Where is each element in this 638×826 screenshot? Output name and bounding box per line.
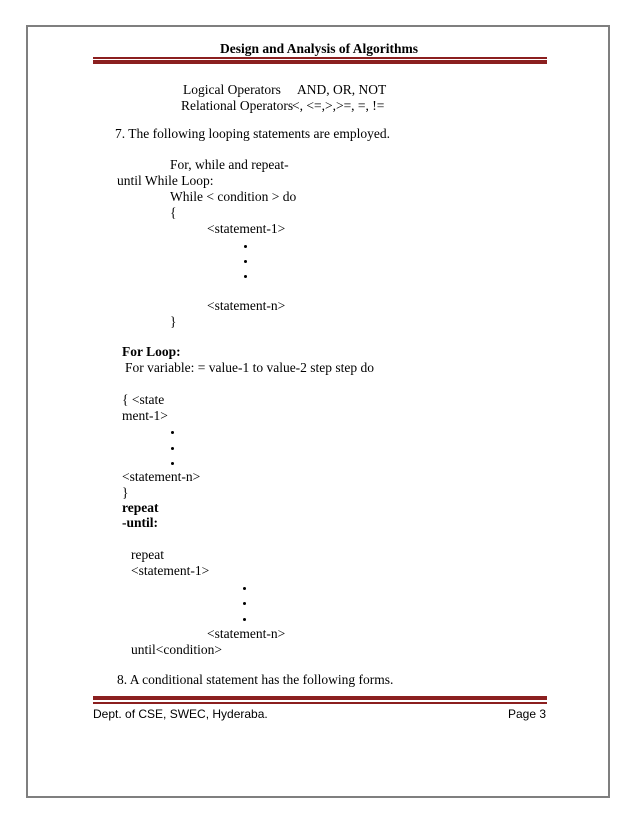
footer-page-number: Page 3 bbox=[508, 707, 547, 721]
for-brace-statement-line: { <state bbox=[122, 392, 165, 407]
statement-n-line: <statement-n> bbox=[207, 298, 286, 313]
statement-n-line: <statement-n> bbox=[207, 626, 286, 641]
repeat-heading: repeat bbox=[122, 500, 159, 515]
for-loop-heading: For Loop: bbox=[122, 344, 181, 359]
ellipsis-dot bbox=[171, 447, 174, 450]
header-rule-thick bbox=[93, 60, 547, 64]
footer-department: Dept. of CSE, SWEC, Hyderaba. bbox=[93, 707, 268, 721]
header-rule-thin bbox=[93, 57, 547, 59]
brace-close: } bbox=[122, 485, 129, 500]
relational-operators-values: <, <=,>,>=, =, != bbox=[292, 98, 385, 113]
for-while-repeat-line: For, while and repeat- bbox=[170, 157, 289, 172]
brace-open: { bbox=[170, 205, 177, 220]
ellipsis-dot bbox=[171, 462, 174, 465]
item-8-text: 8. A conditional statement has the following forms. bbox=[117, 672, 394, 687]
for-variable-line: For variable: = value-1 to value-2 step step do bbox=[125, 360, 375, 375]
repeat-line: repeat bbox=[131, 547, 164, 562]
relational-operators-label: Relational Operators bbox=[181, 98, 294, 113]
statement-1-line: <statement-1> bbox=[207, 221, 286, 236]
until-heading: -until: bbox=[122, 515, 159, 530]
ellipsis-dot bbox=[244, 260, 247, 263]
brace-close: } bbox=[170, 314, 177, 329]
ellipsis-dot bbox=[244, 245, 247, 248]
ellipsis-dot bbox=[244, 275, 247, 278]
logical-operators-label: Logical Operators bbox=[183, 82, 281, 97]
item-7-text: 7. The following looping statements are employed. bbox=[115, 126, 390, 141]
ellipsis-dot bbox=[171, 431, 174, 434]
ellipsis-dot bbox=[243, 602, 246, 605]
logical-operators-values: AND, OR, NOT bbox=[297, 82, 387, 97]
until-condition-line: until<condition> bbox=[131, 642, 222, 657]
statement-1-line: <statement-1> bbox=[131, 563, 210, 578]
while-condition-line: While < condition > do bbox=[170, 189, 297, 204]
ellipsis-dot bbox=[243, 618, 246, 621]
for-statement-continuation: ment-1> bbox=[122, 408, 168, 423]
while-loop-heading: until While Loop: bbox=[117, 173, 214, 188]
page-header-title: Design and Analysis of Algorithms bbox=[219, 41, 419, 56]
footer-rule-thin bbox=[93, 702, 547, 704]
statement-n-line: <statement-n> bbox=[122, 469, 201, 484]
footer-rule-thick bbox=[93, 696, 547, 700]
ellipsis-dot bbox=[243, 587, 246, 590]
